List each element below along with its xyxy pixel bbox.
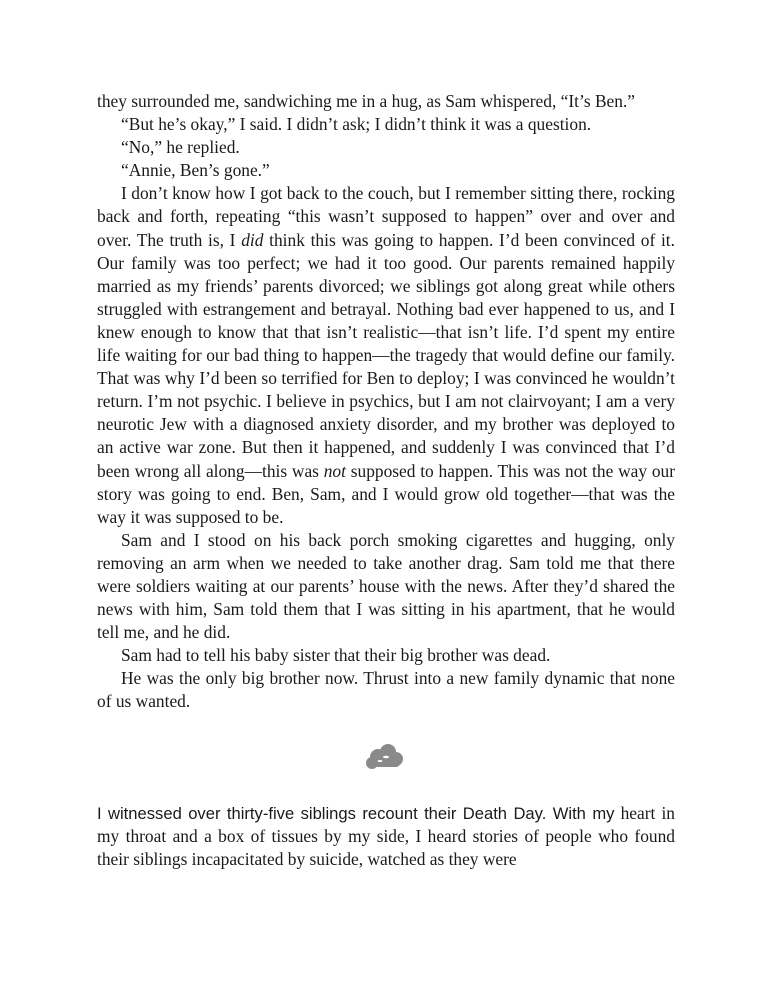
section-break — [97, 714, 675, 802]
cloud-ornament-icon — [364, 743, 408, 773]
book-page — [97, 90, 675, 871]
paragraph-continuation: they surrounded me, sandwiching me in a hug, as Sam whispered, “It’s Ben.” — [97, 91, 636, 111]
next-section-rest: heart in my throat and a box of tissues by my side, I heard stories of people who found their siblings incapacitated by suicide, watched as they were — [97, 802, 675, 869]
paragraph-dialogue-gone: “Annie, Ben’s gone.” — [121, 160, 270, 181]
reflection-text-a: I don’t know how I got back to the couch, but I remember sitting there, rocking back and forth, repeating “this wasn’t supposed to happen” over and over and over. The truth is, I — [97, 183, 675, 250]
reflection-emphasis-not: not — [323, 460, 346, 481]
reflection-emphasis-did: did — [241, 229, 264, 250]
next-section-lead: I witnessed over thirty-five siblings recount their Death Day. With my — [97, 803, 615, 823]
reflection-text-b: think this was going to happen. I’d been convinced of it. Our family was too perfect; we had it too good. Our parents remained happily married as my friends’ parents divorced; we siblings got along great while others struggled with estrangement and betrayal. Nothing bad ever happened to us, and I knew enough to know that that isn’t realistic—that isn’t life. I’d spent my entire life waiting for our bad thing to happen—the tragedy that would define our family. That was why I’d been so terrified for Ben to deploy; I was convinced he wouldn’t return. I’m not psychic. I believe in psychics, but I am not clairvoyant; I am a very neurotic Jew with a diagnosed anxiety disorder, and my brother was deployed to an active war zone. But then it happened, and suddenly I was convinced that I’d been wrong all along—this was — [97, 229, 675, 481]
paragraph-dialogue-no: “No,” he replied. — [121, 137, 240, 158]
paragraph-reflection — [97, 182, 675, 528]
paragraph-porch: Sam and I stood on his back porch smoking cigarettes and hugging, only removing an arm when we needed to take another drag. Sam told me that there were soldiers waiting at our parents’ house with the news. After they’d shared the news with him, Sam told them that I was sitting in his apartment, that he would tell me, and he did. — [97, 529, 675, 643]
paragraph-next-section — [97, 802, 675, 871]
paragraph-baby-sister: Sam had to tell his baby sister that their big brother was dead. — [121, 645, 551, 666]
paragraph-only-brother: He was the only big brother now. Thrust into a new family dynamic that none of us wanted. — [97, 668, 675, 712]
paragraph-dialogue-okay: “But he’s okay,” I said. I didn’t ask; I didn’t think it was a question. — [121, 114, 592, 135]
reflection-text-c: supposed to happen. This was not the way our story was going to end. Ben, Sam, and I would grow old together—that was the way it was supposed to be. — [97, 460, 675, 527]
